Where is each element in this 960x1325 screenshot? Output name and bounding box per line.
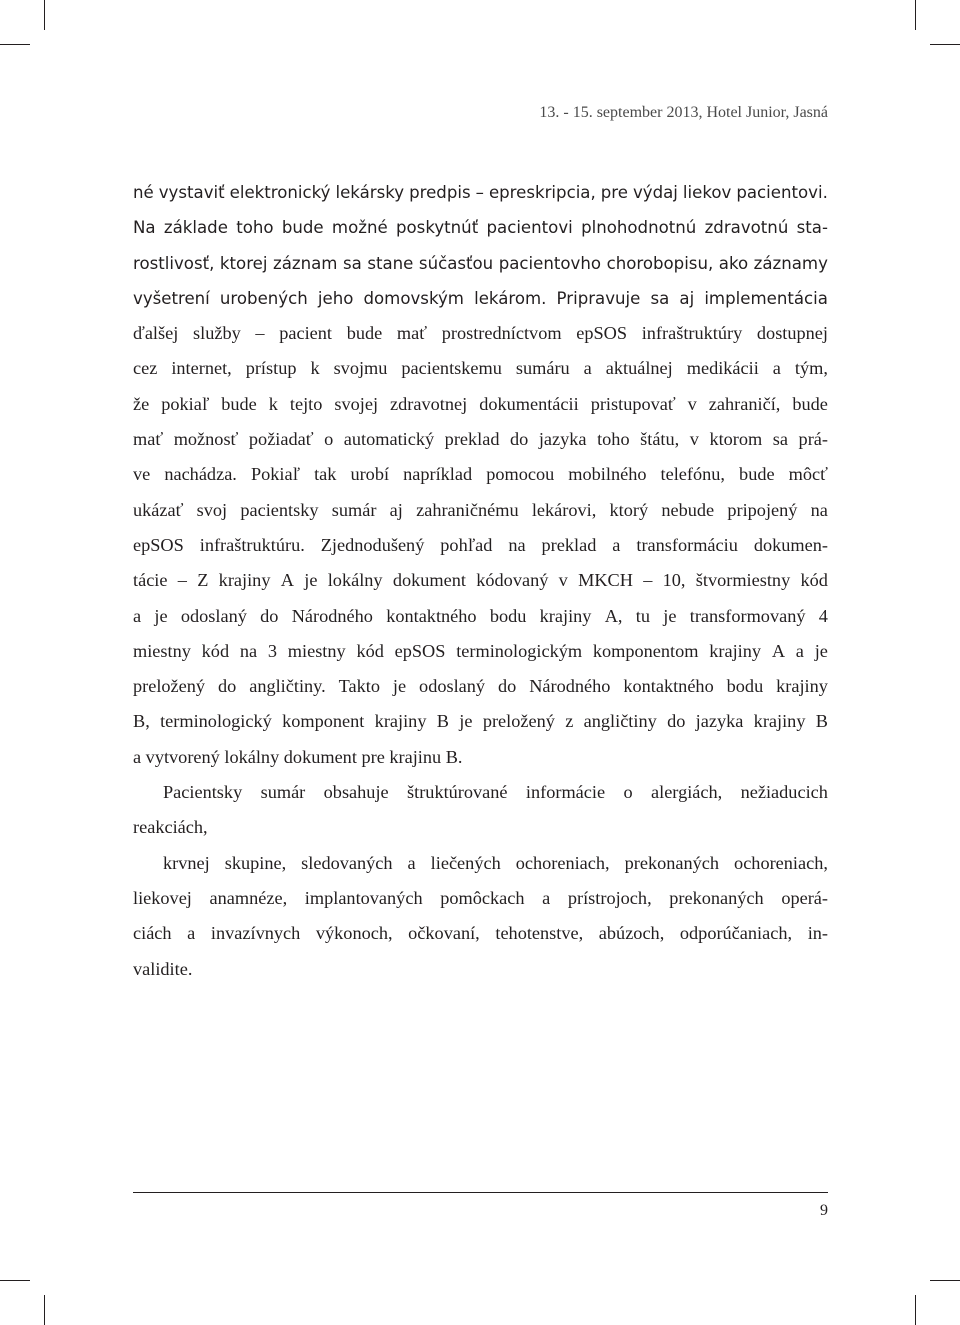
text-line <box>133 351 828 386</box>
word: miestny <box>287 640 346 661</box>
word: in- <box>807 923 828 944</box>
word: a <box>583 358 592 379</box>
word: očkovaní, <box>408 923 480 944</box>
word: pacientovi <box>486 218 573 238</box>
word: sa <box>772 429 789 450</box>
word: bude <box>346 323 383 344</box>
word: abúzoch, <box>598 923 665 944</box>
word: skupine, <box>224 852 287 873</box>
word: Takto <box>338 676 380 697</box>
word: možné <box>331 218 388 238</box>
word: odoslaný <box>419 676 486 697</box>
word: Národného <box>291 605 373 626</box>
word: stane <box>367 253 414 273</box>
text-line <box>133 493 828 528</box>
word: mať <box>133 429 164 450</box>
text-line <box>133 563 828 598</box>
word: pre <box>600 183 628 202</box>
word: sumár <box>331 499 377 520</box>
word: a <box>407 852 416 873</box>
word: svojej <box>334 393 379 414</box>
text-line <box>133 175 828 210</box>
word: ktorom <box>709 429 763 450</box>
word: v <box>687 393 697 414</box>
word: predpis <box>409 183 471 202</box>
word: sledovaných <box>301 852 393 873</box>
word: ochoreniach, <box>734 852 828 873</box>
word: prostredníctvom <box>441 323 562 344</box>
word: k <box>268 393 278 414</box>
word: urobí <box>350 464 390 485</box>
word: kód <box>201 640 230 661</box>
word: a <box>187 923 196 944</box>
word: do <box>510 429 529 450</box>
word: telefónu, <box>660 464 725 485</box>
word: anamnéze, <box>209 887 288 908</box>
word: prekonaných <box>624 852 720 873</box>
word: pohľad <box>440 534 493 555</box>
text-line <box>133 528 828 563</box>
word: rostlivosť, <box>133 253 215 273</box>
word: zdravotnú <box>704 218 789 238</box>
word: pacientovi. <box>736 183 828 202</box>
word: na <box>508 534 526 555</box>
word: ktorý <box>609 499 649 520</box>
word: terminologickým <box>456 640 583 661</box>
word: epreskripcia, <box>488 183 596 202</box>
word: krajiny <box>753 711 806 732</box>
text-line <box>133 704 828 739</box>
word: mobilného <box>568 464 647 485</box>
word: epSOS <box>394 640 446 661</box>
word: B, <box>133 711 150 732</box>
word: transformáciu <box>636 534 738 555</box>
word: domovským <box>363 288 464 308</box>
word: komponent <box>282 711 365 732</box>
word: MKCH <box>578 570 633 591</box>
word: epSOS <box>576 323 628 344</box>
word: pristupovať <box>590 393 676 414</box>
word: né <box>133 183 154 202</box>
word: tácie <box>133 570 168 591</box>
word: lekárovi, <box>531 499 597 520</box>
word: 3 <box>267 640 278 661</box>
word: jazyka <box>695 711 744 732</box>
word: a <box>795 640 804 661</box>
word: svojmu <box>333 358 388 379</box>
word: Pripravuje <box>556 288 641 308</box>
word: bude <box>221 393 257 414</box>
word: pokiaľ <box>161 393 210 414</box>
word: je <box>154 605 168 626</box>
word: jeho <box>317 288 354 308</box>
word: svoj <box>196 499 228 520</box>
word: do <box>667 711 686 732</box>
word: do <box>260 605 279 626</box>
word: jazyka <box>538 429 587 450</box>
word: a <box>133 605 142 626</box>
text-line <box>133 846 828 881</box>
word: krajiny <box>776 676 828 697</box>
word: sa <box>650 288 670 308</box>
word: – <box>255 323 265 344</box>
word: nežiaducich <box>740 782 828 803</box>
word: krvnej <box>163 852 210 873</box>
word: kód <box>800 570 828 591</box>
word: ukázať <box>133 499 184 520</box>
word: tehotenstve, <box>495 923 584 944</box>
word: ochoreniach, <box>515 852 610 873</box>
word: lekársky <box>335 183 405 202</box>
word: pomocou <box>486 464 555 485</box>
word: dokumentácii <box>479 393 579 414</box>
word: pripojený <box>727 499 798 520</box>
word: medikácii <box>686 358 759 379</box>
word: a <box>542 887 551 908</box>
word: môcť <box>788 464 828 485</box>
word: infraštruktúry <box>641 323 743 344</box>
text-line <box>133 281 828 316</box>
footer-rule <box>133 1192 828 1193</box>
word: prístup <box>245 358 297 379</box>
word: tým, <box>794 358 828 379</box>
word: súčasťou <box>418 253 494 273</box>
word: záznam <box>273 253 338 273</box>
word: liekov <box>682 183 732 202</box>
word: možnosť <box>173 429 239 450</box>
word: štruktúrované <box>407 782 508 803</box>
word: kontaktného <box>623 676 714 697</box>
word: do <box>497 676 517 697</box>
text-line <box>133 775 828 810</box>
word: pacientsky <box>240 499 319 520</box>
word: pomôckach <box>440 887 525 908</box>
word: nebude <box>661 499 715 520</box>
word: do <box>218 676 237 697</box>
word: v <box>558 570 568 591</box>
text-line <box>133 669 828 704</box>
word: aj <box>389 499 403 520</box>
word: preklad <box>444 429 500 450</box>
word: automatický <box>343 429 435 450</box>
word: ďalšej <box>133 323 179 344</box>
word: aj <box>679 288 695 308</box>
word: miestny <box>133 640 191 661</box>
word: elektronický <box>229 183 331 202</box>
text-line <box>133 246 828 281</box>
word: implementácia <box>704 288 828 308</box>
word: zahraničnému <box>416 499 519 520</box>
word: zahraničí, <box>708 393 781 414</box>
word: preklad <box>541 534 597 555</box>
text-line <box>133 316 828 351</box>
word: angličtiny. <box>249 676 326 697</box>
word: napríklad <box>403 464 473 485</box>
word: liečených <box>430 852 501 873</box>
word: lekárom. <box>474 288 547 308</box>
word: zdravotnej <box>390 393 468 414</box>
word: angličtiny <box>583 711 657 732</box>
word: sta- <box>796 218 828 238</box>
word: v <box>689 429 699 450</box>
word: obsahuje <box>323 782 389 803</box>
word: sumáru <box>515 358 570 379</box>
word: záznamy <box>753 253 828 273</box>
text-line <box>133 599 828 634</box>
word: krajiny <box>374 711 427 732</box>
word: cez <box>133 358 158 379</box>
word: A <box>280 570 294 591</box>
word: chorobopisu, <box>606 253 714 273</box>
word: odporúčaniach, <box>679 923 793 944</box>
word: komponentom <box>592 640 699 661</box>
word: je <box>392 676 407 697</box>
word: Z <box>197 570 209 591</box>
word: terminologický <box>160 711 272 732</box>
text-line <box>133 422 828 457</box>
word: bude <box>739 464 775 485</box>
text-line <box>133 916 828 951</box>
word: epSOS <box>133 534 184 555</box>
word: pacient <box>279 323 333 344</box>
word: je <box>304 570 318 591</box>
word: implantovaných <box>304 887 423 908</box>
word: preložený <box>133 676 206 697</box>
word: vystaviť <box>158 183 225 202</box>
word: odoslaný <box>180 605 247 626</box>
word: internet, <box>171 358 232 379</box>
word: mať <box>396 323 428 344</box>
word: urobených <box>219 288 308 308</box>
word: pacientskemu <box>401 358 502 379</box>
word: služby <box>193 323 241 344</box>
word: kódovaný <box>476 570 549 591</box>
word: prekonaných <box>669 887 764 908</box>
crop-mark <box>930 44 960 45</box>
paragraph <box>133 775 828 846</box>
word: – <box>177 570 187 591</box>
word: je <box>663 605 677 626</box>
text-line <box>133 634 828 669</box>
word: alergiách, <box>651 782 723 803</box>
word: plnohodnotnú <box>581 218 697 238</box>
word: poskytnúť <box>395 218 479 238</box>
crop-mark <box>915 1295 916 1325</box>
word: vyšetrení <box>133 288 210 308</box>
word: B <box>815 711 828 732</box>
word: základe <box>163 218 228 238</box>
text-line: a vytvorený lokálny dokument pre krajinu B. <box>133 746 463 767</box>
word: o <box>623 782 633 803</box>
word: A, <box>604 605 623 626</box>
word: krajiny <box>709 640 762 661</box>
word: prístrojoch, <box>567 887 652 908</box>
page-number: 9 <box>820 1202 828 1219</box>
word: o <box>324 429 334 450</box>
word: výkonoch, <box>315 923 393 944</box>
word: výdaj <box>632 183 678 202</box>
word: dokumen- <box>753 534 828 555</box>
word: na <box>810 499 828 520</box>
word: sa <box>342 253 362 273</box>
text-line <box>133 457 828 492</box>
word: infraštruktúru. <box>199 534 305 555</box>
word: A <box>771 640 786 661</box>
crop-mark <box>44 0 45 30</box>
word: invazívnych <box>210 923 301 944</box>
word: 10, <box>662 570 686 591</box>
word: Na <box>133 218 156 238</box>
word: že <box>133 393 150 414</box>
word: B <box>436 711 449 732</box>
text-line: validite. <box>133 958 193 979</box>
word: k <box>310 358 320 379</box>
paragraph <box>133 175 828 775</box>
word: transformovaný <box>689 605 806 626</box>
word: Národného <box>529 676 611 697</box>
word: Pacientsky <box>163 782 243 803</box>
word: informácie <box>525 782 606 803</box>
text-line <box>133 881 828 916</box>
text-line <box>133 210 828 245</box>
word: ktorej <box>219 253 268 273</box>
word: operá- <box>781 887 828 908</box>
body-text <box>133 175 828 987</box>
word: ako <box>718 253 749 273</box>
word: toho <box>236 218 274 238</box>
word: nachádza. <box>164 464 237 485</box>
word: prá- <box>798 429 828 450</box>
text-line: reakciách, <box>133 817 208 838</box>
word: bude <box>281 218 324 238</box>
word: z <box>565 711 574 732</box>
crop-mark <box>915 0 916 30</box>
word: bude <box>792 393 828 414</box>
word: tu <box>635 605 650 626</box>
word: krajiny <box>539 605 592 626</box>
word: Zjednodušený <box>320 534 425 555</box>
word: bodu <box>489 605 527 626</box>
word: dokument <box>392 570 466 591</box>
word: – <box>643 570 653 591</box>
word: štvormiestny <box>695 570 791 591</box>
word: bodu <box>726 676 764 697</box>
word: liekovej <box>133 887 192 908</box>
word: je <box>459 711 473 732</box>
word: ciách <box>133 923 172 944</box>
word: na <box>239 640 258 661</box>
word: ve <box>133 464 151 485</box>
paragraph <box>133 846 828 987</box>
word: sumár <box>260 782 306 803</box>
word: a <box>612 534 621 555</box>
crop-mark <box>0 1280 30 1281</box>
word: štátu, <box>640 429 680 450</box>
word: – <box>475 183 484 202</box>
word: kontaktného <box>386 605 477 626</box>
word: lokálny <box>327 570 383 591</box>
word: 4 <box>818 605 828 626</box>
running-header: 13. - 15. september 2013, Hotel Junior, Jasná <box>539 104 828 121</box>
crop-mark <box>930 1280 960 1281</box>
word: a <box>772 358 781 379</box>
word: tak <box>314 464 337 485</box>
word: pacientovho <box>498 253 602 273</box>
crop-mark <box>44 1295 45 1325</box>
word: tejto <box>289 393 323 414</box>
word: preložený <box>482 711 555 732</box>
word: dostupnej <box>756 323 828 344</box>
word: toho <box>597 429 630 450</box>
word: je <box>814 640 828 661</box>
word: Pokiaľ <box>250 464 301 485</box>
crop-mark <box>0 44 30 45</box>
word: požiadať <box>248 429 314 450</box>
word: kód <box>356 640 384 661</box>
text-line <box>133 387 828 422</box>
word: aktuálnej <box>605 358 673 379</box>
word: krajiny <box>218 570 271 591</box>
